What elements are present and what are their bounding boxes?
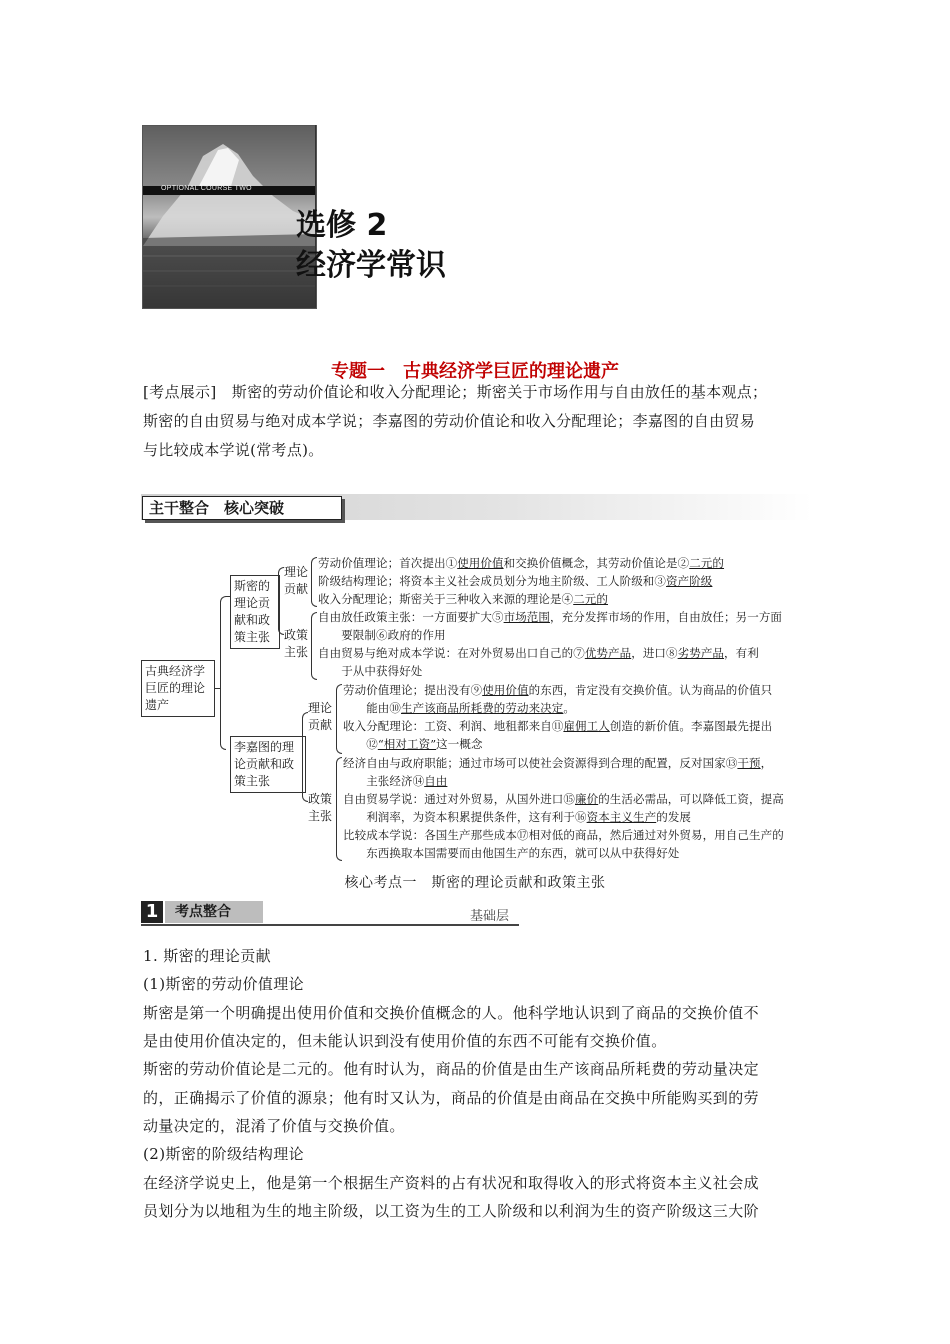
diagram-root-line: 古典经济学 [145,664,206,678]
label-line: 贡献 [283,582,308,596]
cover-banner-text: OPTIONAL COURSE TWO [161,185,252,192]
ricardo-policy-item: 利润率，为资本积累提供条件，这有利于⑯资本主义生产的发展 [343,810,692,824]
ricardo-theory-item: 收入分配理论：工资、利润、地租都来自⑪雇佣工人创造的新价值。李嘉图最先提出 [343,719,773,733]
smith-box-line: 策主张 [234,630,271,644]
content-subheading: (2)斯密的阶级结构理论 [143,1145,305,1163]
section-bar-label: 主干整合 核心突破 [142,496,342,520]
smith-theory-item: 收入分配理论；斯密关于三种收入来源的理论是④二元的 [318,592,609,606]
ricardo-theory-item: 劳动价值理论；提出没有⑨使用价值的东西，肯定没有交换价值。认为商品的价值只 [343,683,773,697]
smith-policy-item: 要限制⑥政府的作用 [318,628,446,642]
ricardo-policy-item: 主张经济⑭自由 [343,774,448,788]
label-line: 政策 [307,792,332,806]
smith-theory-item: 阶级结构理论；将资本主义社会成员划分为地主阶级、工人阶级和③资产阶级 [318,574,713,588]
ricardo-box [230,736,306,793]
ricardo-policy-item: 比较成本学说：各国生产那些成本⑰相对低的商品，然后通过对外贸易，用自己生产的 [343,828,784,842]
core-point-title: 核心考点一 斯密的理论贡献和政策主张 [344,875,606,891]
label-line: 贡献 [307,718,332,732]
ricardo-policy-item: 东西换取本国需要而由他国生产的东西，就可以从中获得好处 [343,846,680,860]
ricardo-theory-label [306,700,334,734]
diagram-root-line: 遗产 [145,698,170,712]
content-paragraph-line: 斯密的劳动价值论是二元的。他有时认为，商品的价值是由生产该商品所耗费的劳动量决定 [143,1060,760,1078]
intro-line: 斯密的自由贸易与绝对成本学说；李嘉图的劳动价值论和收入分配理论；李嘉图的自由贸易 [143,412,756,430]
intro-line: [考点展示] 斯密的劳动价值论和收入分配理论；斯密关于市场作用与自由放任的基本观点； [143,383,768,401]
smith-policy-item: 于从中获得好处 [318,664,423,678]
smith-box-line: 献和政 [234,613,271,627]
content-subheading: (1)斯密的劳动价值理论 [143,975,305,993]
level-tag: 基础层 [470,909,510,924]
label-line: 主张 [307,809,332,823]
ricardo-box-line: 李嘉图的理 [234,740,295,754]
ricardo-box-line: 论贡献和政 [234,757,295,771]
content-paragraph-line: 斯密是第一个明确提出使用价值和交换价值概念的人。他科学地认识到了商品的交换价值不 [143,1004,760,1022]
label-line: 政策 [283,628,308,642]
ricardo-policy-label [306,791,334,825]
content-paragraph-line: 的，正确揭示了价值的源泉；他有时又认为，商品的价值是由商品在交换中所能购买到的劳 [143,1089,760,1107]
smith-theory-item: 劳动价值理论；首次提出①使用价值和交换价值概念，其劳动价值论是②二元的 [318,556,725,570]
smith-policy-label [282,627,310,661]
label-line: 理论 [307,701,332,715]
volume-title: 选修 2 [296,208,388,243]
content-heading: 1. 斯密的理论贡献 [143,947,272,965]
diagram-root-line: 巨匠的理论 [145,681,206,695]
intro-line: 与比较成本学说(常考点)。 [143,441,324,459]
content-paragraph-line: 动量决定的，混淆了价值与交换价值。 [143,1117,405,1135]
label-line: 主张 [283,645,308,659]
section-rule [141,924,519,926]
smith-box-line: 理论贡 [234,596,271,610]
content-paragraph-line: 员划分为以地租为生的地主阶级，以工资为生的工人阶级和以利润为生的资产阶级这三大阶 [143,1202,760,1220]
smith-policy-item: 自由贸易与绝对成本学说：在对外贸易出口自己的⑦优势产品，进口⑧劣势产品，有利 [318,646,759,660]
smith-box [230,575,280,649]
ricardo-box-line: 策主张 [234,774,271,788]
ricardo-policy-item: 自由贸易学说：通过对外贸易，从国外进口⑮廉价的生活必需品，可以降低工资，提高 [343,792,784,806]
ricardo-theory-item: ⑫“相对工资”这一概念 [343,737,483,751]
topic-title: 专题一 古典经济学巨匠的理论遗产 [331,361,619,382]
label-line: 理论 [283,565,308,579]
content-paragraph-line: 在经济学说史上，他是第一个根据生产资料的占有状况和取得收入的形式将资本主义社会成 [143,1174,760,1192]
volume-subtitle: 经济学常识 [296,248,446,283]
smith-theory-label [282,564,310,598]
ricardo-theory-item: 能由⑩生产该商品所耗费的劳动来决定。 [343,701,576,715]
section-title: 考点整合 [165,901,263,923]
smith-policy-item: 自由放任政策主张：一方面要扩大⑤市场范围，充分发挥市场的作用，自由放任；另一方面 [318,610,783,624]
ricardo-policy-item: 经济自由与政府职能；通过市场可以使社会资源得到合理的配置，反对国家⑬干预， [343,756,773,770]
diagram-root-box [141,660,215,717]
content-paragraph-line: 是由使用价值决定的，但未能认识到没有使用价值的东西不可能有交换价值。 [143,1032,667,1050]
smith-box-line: 斯密的 [234,579,271,593]
section-number: 1 [141,901,163,923]
